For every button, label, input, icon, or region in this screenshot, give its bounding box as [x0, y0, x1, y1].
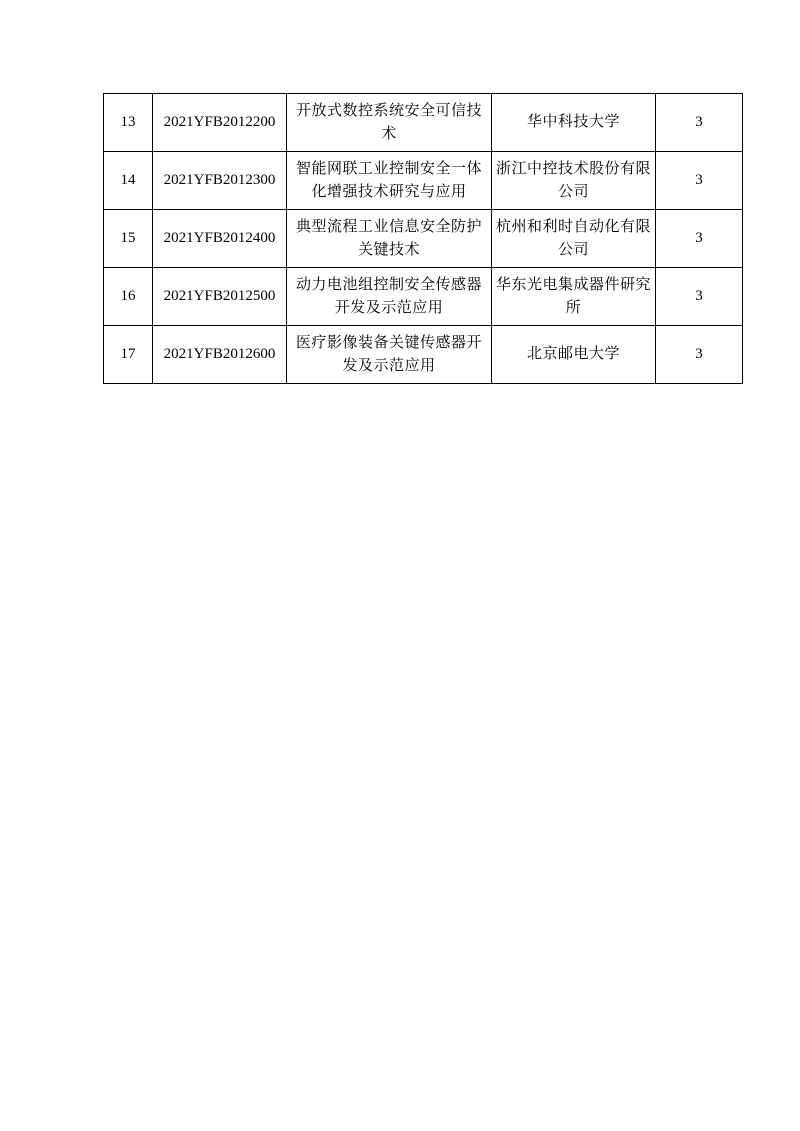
row-project-name: 典型流程工业信息安全防护关键技术: [287, 210, 492, 268]
row-project-code: 2021YFB2012500: [153, 268, 287, 326]
row-project-name: 智能网联工业控制安全一体化增强技术研究与应用: [287, 152, 492, 210]
row-index: 15: [104, 210, 153, 268]
row-organization: 华中科技大学: [492, 94, 656, 152]
row-project-code: 2021YFB2012200: [153, 94, 287, 152]
row-project-code: 2021YFB2012300: [153, 152, 287, 210]
table-row: [104, 152, 743, 210]
project-table-container: [103, 93, 703, 384]
row-index: 16: [104, 268, 153, 326]
row-duration: 3: [656, 94, 743, 152]
row-duration: 3: [656, 152, 743, 210]
row-duration: 3: [656, 326, 743, 384]
row-project-name: 医疗影像装备关键传感器开发及示范应用: [287, 326, 492, 384]
row-organization: 华东光电集成器件研究所: [492, 268, 656, 326]
project-table: [103, 93, 743, 384]
table-row: [104, 268, 743, 326]
row-duration: 3: [656, 210, 743, 268]
row-index: 14: [104, 152, 153, 210]
row-project-code: 2021YFB2012600: [153, 326, 287, 384]
table-row: [104, 94, 743, 152]
row-organization: 杭州和利时自动化有限公司: [492, 210, 656, 268]
row-organization: 浙江中控技术股份有限公司: [492, 152, 656, 210]
row-duration: 3: [656, 268, 743, 326]
row-project-code: 2021YFB2012400: [153, 210, 287, 268]
table-row: [104, 326, 743, 384]
table-row: [104, 210, 743, 268]
row-index: 13: [104, 94, 153, 152]
row-project-name: 开放式数控系统安全可信技术: [287, 94, 492, 152]
row-index: 17: [104, 326, 153, 384]
row-project-name: 动力电池组控制安全传感器开发及示范应用: [287, 268, 492, 326]
row-organization: 北京邮电大学: [492, 326, 656, 384]
